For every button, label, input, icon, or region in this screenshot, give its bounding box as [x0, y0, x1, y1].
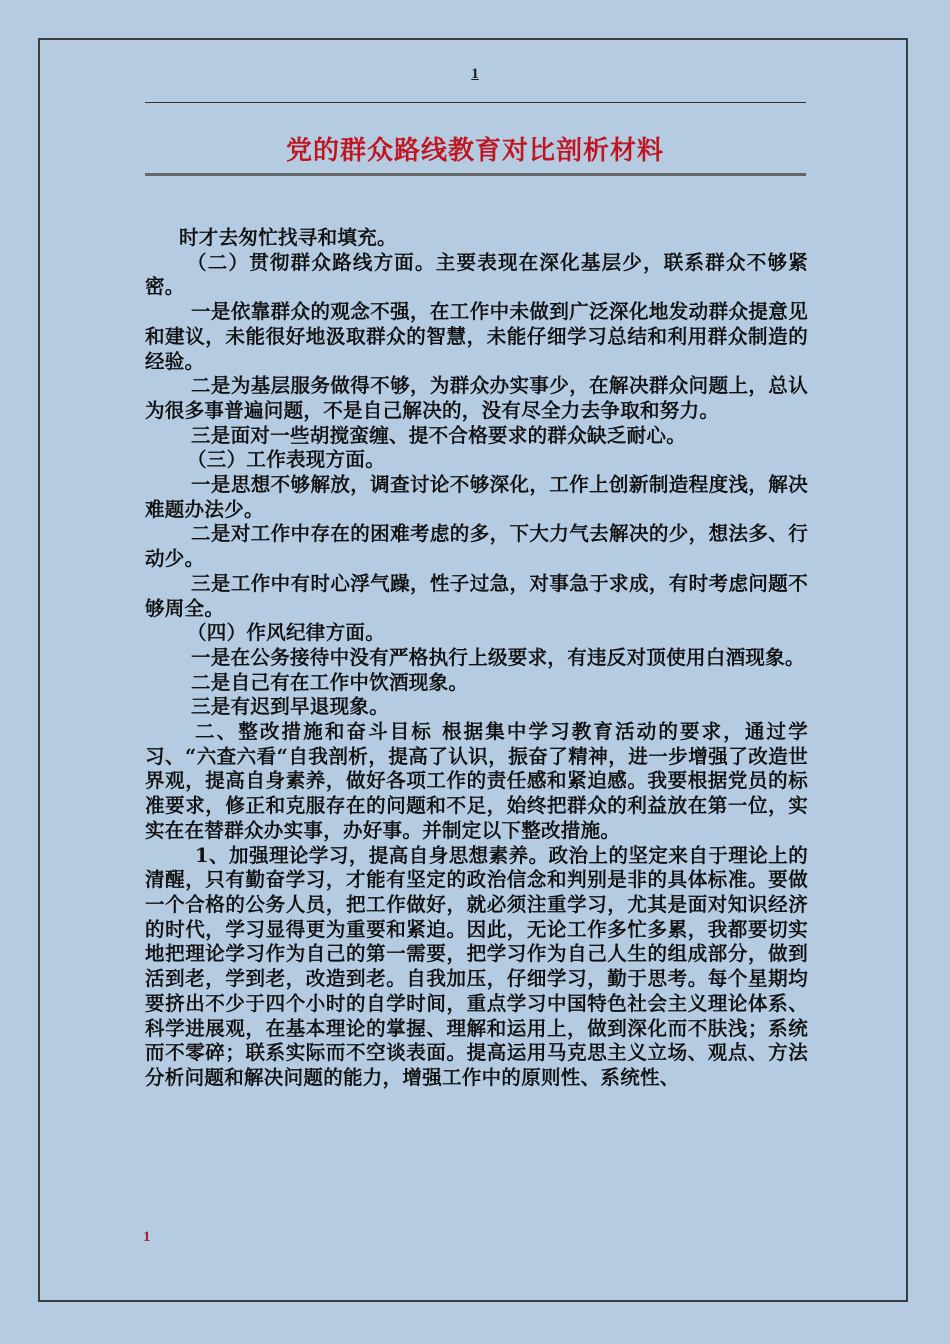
paragraph: 三是面对一些胡搅蛮缠、提不合格要求的群众缺乏耐心。: [191, 423, 687, 447]
paragraph: 二、整改措施和奋斗目标 根据集中学习教育活动的要求，通过学习、“六查六看“自我剖析，提高了认识，振奋了精神，进一步增强了改造世界观，提高自身素养，做好各项工作的责任感和紧迫感。我要根据党员的标准要求，修正和克服存在的问题和不足，始终把群众的利益放在第一位，实实在在替群众办实事，办好事。并制定以下整改措施。: [145, 720, 808, 842]
paragraph: 二是自己有在工作中饮酒现象。: [191, 670, 469, 694]
paragraph: （三）工作表现方面。: [187, 448, 386, 472]
header-divider: [145, 102, 806, 103]
paragraph: 1、加强理论学习，提高自身思想素养。政治上的坚定来自于理论上的清醒，只有勤奋学习，才能有坚定的政治信念和判别是非的具体标准。要做一个合格的公务人员，把工作做好，就必须注重学习，尤其是面对知识经济的时代，学习显得更为重要和紧迫。因此，无论工作多忙多累，我都要切实地把理论学习作为自己的第一需要，把学习作为自己人生的组成部分，做到活到老，学到老，改造到老。自我加压，仔细学习，勤于思考。每个星期均要挤出不少于四个小时的自学时间，重点学习中国特色社会主义理论体系、科学进展观，在基本理论的掌握、理解和运用上，做到深化而不肤浅；系统而不零碎；联系实际而不空谈表面。提高运用马克思主义立场、观点、方法分析问题和解决问题的能力，增强工作中的原则性、系统性、: [145, 843, 808, 1089]
paragraph: 三是工作中有时心浮气躁，性子过急，对事急于求成，有时考虑问题不够周全。: [145, 571, 808, 620]
paragraph: 一是在公务接待中没有严格执行上级要求，有违反对顶使用白酒现象。: [191, 645, 805, 669]
document-title: 党的群众路线教育对比剖析材料: [285, 136, 664, 166]
paragraph: 一是思想不够解放，调查讨论不够深化，工作上创新制造程度浅，解决难题办法少。: [145, 473, 808, 521]
footer-page-number: 1: [143, 1229, 151, 1245]
paragraph: 时才去匆忙找寻和填充。: [179, 226, 397, 249]
title-divider: [145, 173, 806, 176]
document-body: [145, 226, 808, 1091]
paragraph: （四）作风纪律方面。: [187, 621, 386, 645]
paragraph: 一是依靠群众的观念不强，在工作中未做到广泛深化地发动群众提意见和建议，未能很好地汲取群众的智慧，未能仔细学习总结和利用群众制造的经验。: [145, 300, 808, 373]
header-page-number: 1: [471, 66, 479, 82]
paragraph: （二）贯彻群众路线方面。主要表现在深化基层少，联系群众不够紧密。: [145, 250, 808, 299]
paragraph: 三是有迟到早退现象。: [191, 695, 390, 719]
paragraph: 二是为基层服务做得不够，为群众办实事少，在解决群众问题上，总认为很多事普遍问题，不是自己解决的，没有尽全力去争取和努力。: [145, 374, 808, 422]
paragraph: 二是对工作中存在的困难考虑的多，下大力气去解决的少，想法多、行动少。: [145, 522, 808, 571]
